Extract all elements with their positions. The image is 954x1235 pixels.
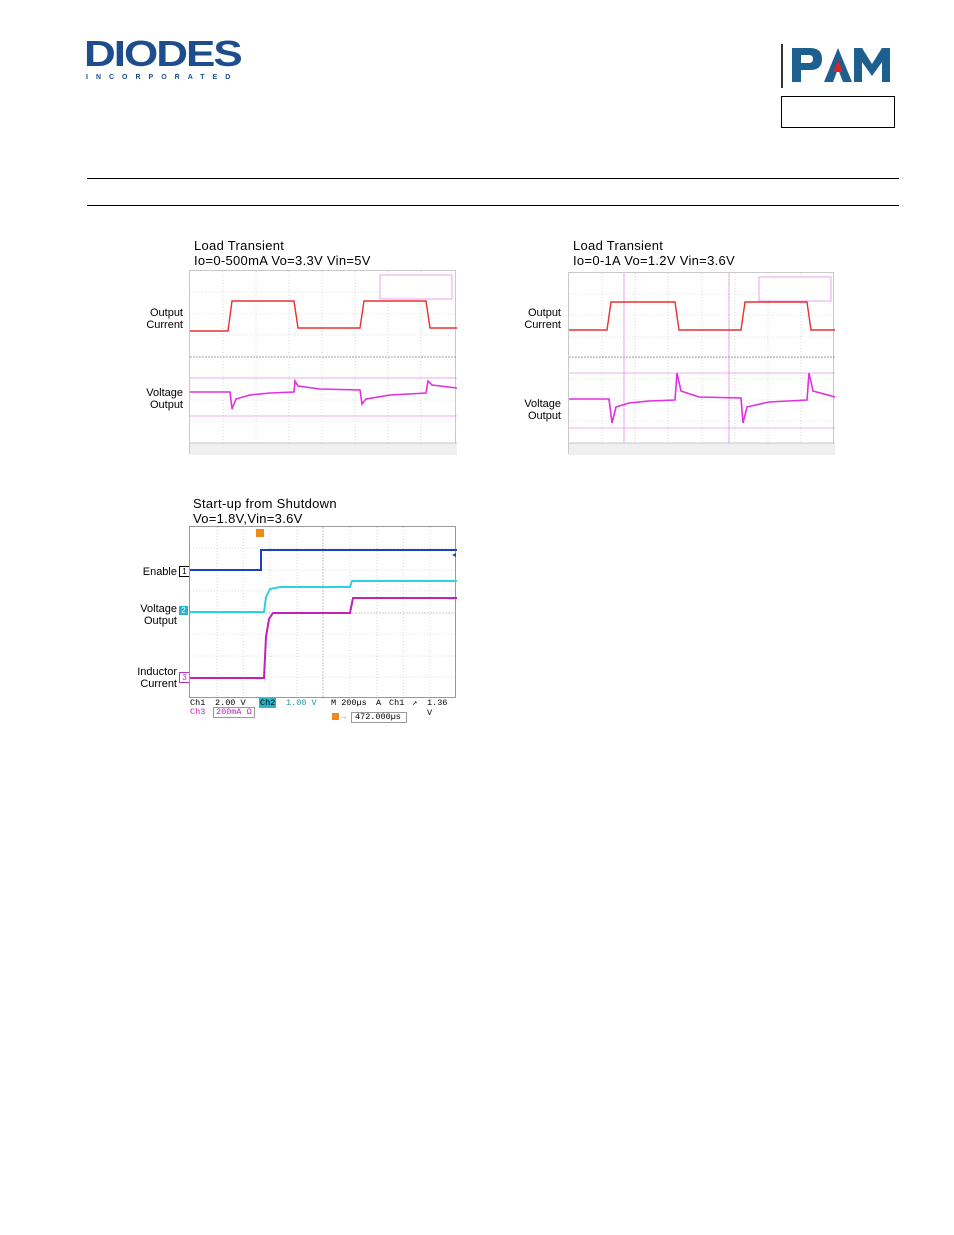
scope3-marker-inductor: 3 [179,672,190,683]
status-ch1-scale: 2.00 V [215,698,246,708]
status-ch3: Ch3 [190,707,206,717]
status-trigger-ch: Ch1 [389,698,405,708]
scope1-label-current: Output Current [146,307,183,331]
status-ch3-scale: 200mA Ω [213,707,255,718]
scope1-label-voltage: Voltage Output [146,387,183,411]
scope3-marker-voltage: 2 [179,606,188,615]
scope3-label-enable: Enable [142,566,177,578]
scope3-marker-enable: 1 [179,566,190,577]
scope3-screen [189,526,456,698]
pam-logo-divider [781,44,783,88]
scope3-title [193,496,337,526]
status-ch2: Ch2 [260,698,276,708]
scope2-screen [568,272,834,454]
status-timebase: M 200µs [331,698,367,708]
status-ch2-scale: 1.00 V [286,698,317,708]
status-trigger-level: 1.36 V [427,698,448,718]
scope2-title-line1: Load Transient [573,238,664,253]
scope1-title-line1: Load Transient [194,238,285,253]
scope1-title-line2: Io=0-500mA Vo=3.3V Vin=5V [194,253,371,268]
diodes-logo-sub: INCORPORATED [86,74,239,81]
scope3-label-voltage: Voltage Output [140,603,177,627]
scope2-title [573,238,735,268]
scope3-label-inductor: Inductor Current [137,666,177,690]
scope2-title-line2: Io=0-1A Vo=1.2V Vin=3.6V [573,253,736,268]
header-rule-top [87,178,899,179]
diodes-logo-word: DIODES [84,33,241,75]
status-position: 472.000µs [351,712,407,723]
scope3-title-line2: Vo=1.8V,Vin=3.6V [193,511,303,526]
pam-logo [788,42,892,91]
rising-edge-icon: ↗ [412,698,418,708]
part-number-box [781,96,895,128]
scope2-label-voltage: Voltage Output [524,398,561,422]
arrow-right-icon: → [341,712,347,722]
scope3-status-bar [189,698,456,722]
diodes-logo [84,33,241,81]
scope2-label-current: Output Current [524,307,561,331]
scope1-title [194,238,371,268]
scope3-title-line1: Start-up from Shutdown [193,496,337,511]
header-rule-bottom [87,205,899,206]
status-ch1: Ch1 [190,698,206,708]
status-trigger-arrow: A [376,698,382,708]
trigger-position-icon [332,713,339,720]
scope1-screen [189,270,456,454]
